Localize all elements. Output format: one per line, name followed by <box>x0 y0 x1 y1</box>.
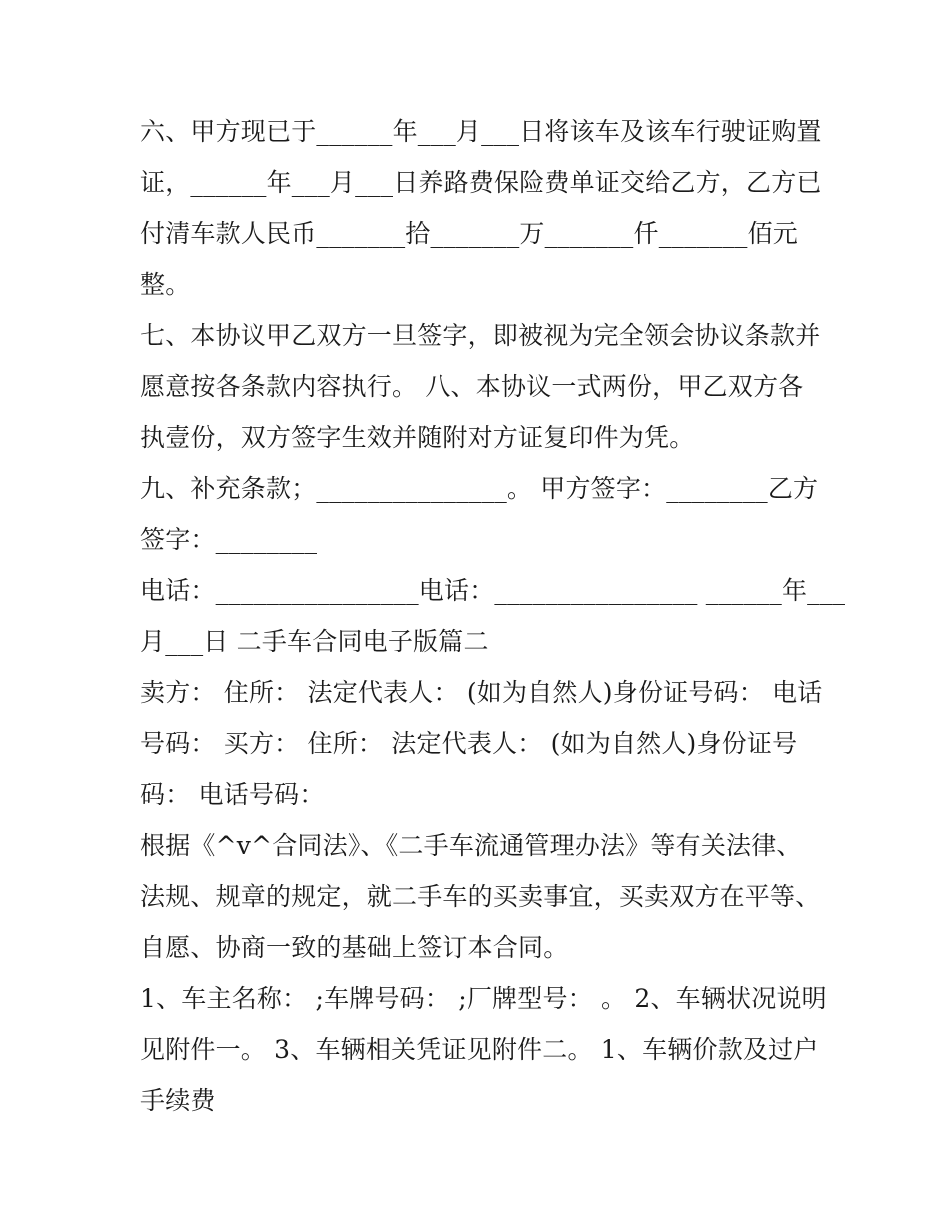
text-line: 愿意按各条款内容执行。 八、本协议一式两份，甲乙双方各 <box>140 372 804 401</box>
text-line: 根据《^v^合同法》、《二手车流通管理办法》等有关法律、 <box>140 831 802 860</box>
text-line: 月___日 二手车合同电子版篇二 <box>140 627 489 656</box>
text-line: 证，______年___月___日养路费保险费单证交给乙方，乙方已 <box>140 168 822 197</box>
text-line: 执壹份，双方签字生效并随附对方证复印件为凭。 <box>140 423 695 452</box>
text-line: 六、甲方现已于______年___月___日将该车及该车行驶证购置 <box>140 117 822 146</box>
text-line: 见附件一。 3、车辆相关凭证见附件二。 1、车辆价款及过户 <box>140 1035 819 1064</box>
text-line: 签字：________ <box>140 525 318 554</box>
text-line: 号码： 买方： 住所： 法定代表人： (如为自然人)身份证号 <box>140 729 798 758</box>
text-line: 七、本协议甲乙双方一旦签字，即被视为完全领会协议条款并 <box>140 321 821 350</box>
text-line: 卖方： 住所： 法定代表人： (如为自然人)身份证号码： 电话 <box>140 678 823 707</box>
text-line: 电话：________________电话：________________ ______年___ <box>140 576 846 605</box>
text-line: 整。 <box>140 270 191 299</box>
document-page <box>140 106 846 1126</box>
text-line: 九、补充条款；_______________。 甲方签字：________乙方 <box>140 474 819 503</box>
text-line: 自愿、协商一致的基础上签订本合同。 <box>140 933 569 962</box>
text-line: 付清车款人民币_______拾_______万_______仟_______佰元 <box>140 219 799 248</box>
text-line: 手续费 <box>140 1086 216 1115</box>
text-line: 1、车主名称： ;车牌号码： ;厂牌型号： 。 2、车辆状况说明 <box>140 984 827 1013</box>
text-line: 法规、规章的规定，就二手车的买卖事宜，买卖双方在平等、 <box>140 882 821 911</box>
text-line: 码： 电话号码： <box>140 780 325 809</box>
